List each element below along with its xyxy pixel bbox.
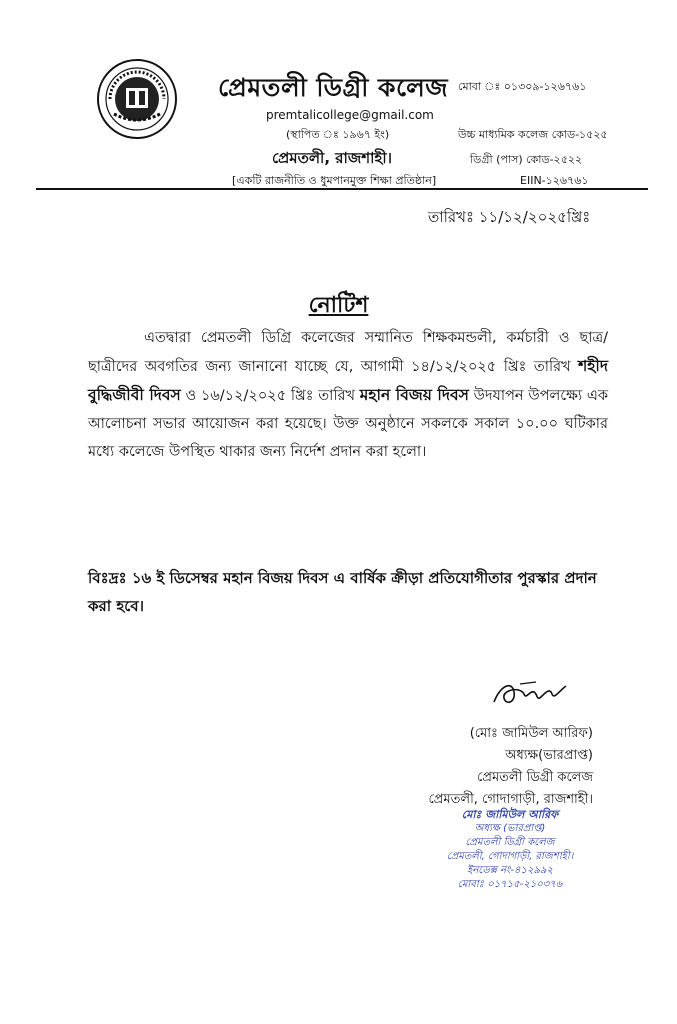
notice-note: বিঃদ্রঃ ১৬ ই ডিসেম্বর মহান বিজয় দিবস এ বার্ষিক ক্রীড়া প্রতিযোগীতার পুরস্কার প্রদান করা হবে। bbox=[88, 569, 597, 615]
notice-body-text-2: ও ১৬/১২/২০২৫ খ্রিঃ তারিখ bbox=[180, 388, 360, 404]
signatory-address: প্রেমতলী, গোদাগাড়ী, রাজশাহী। bbox=[428, 792, 593, 807]
notice-body-text-3: উদযাপন উপলক্ষ্যে এক আলোচনা সভার আয়োজন করা হয়েছে। উক্ত অনুষ্ঠানে সকলকে সকাল ১০.০০ ঘটিকার মধ্যে কলেজে উপস্থিত থাকার জন্য নির্দেশ প্রদান করা হলো। bbox=[88, 388, 608, 460]
college-mobile: মোবা ঃ ০১৩০৯-১২৬৭৬১ bbox=[458, 80, 587, 93]
stamp-name: মোঃ জামিউল আরিফ bbox=[461, 808, 559, 821]
signatory-designation: অধ্যক্ষ(ভারপ্রাপ্ত) bbox=[505, 748, 593, 763]
notice-body-text-1: এতদ্বারা প্রেমতলী ডিগ্রি কলেজের সম্মানিত শিক্ষকমন্ডলী, কর্মচারী ও ছাত্র/ছাত্রীদের অবগতির জন্য জানানো যাচ্ছে যে, আগামী ১৪/১২/২০২৫ খ্রিঃ তারিখ bbox=[88, 330, 608, 375]
notice-body bbox=[88, 324, 608, 466]
college-name: প্রেমতলী ডিগ্রী কলেজ bbox=[218, 73, 449, 102]
college-address: প্রেমতলী, রাজশাহী। bbox=[272, 149, 393, 167]
eiin-number: EIIN-১২৬৭৬১ bbox=[520, 174, 589, 187]
stamp-college: প্রেমতলী ডিগ্রী কলেজ bbox=[465, 837, 555, 848]
college-tagline: [একটি রাজনীতি ও ধুমপানমুক্ত শিক্ষা প্রতিষ্ঠান] bbox=[232, 174, 437, 187]
stamp-designation: অধ্যক্ষ (ভারপ্রাপ্ত) bbox=[474, 823, 546, 834]
college-logo bbox=[96, 58, 178, 140]
stamp-index: ইনডেক্স নং-৪১২৯৯২ bbox=[467, 865, 553, 876]
header-divider bbox=[36, 188, 648, 190]
signatory-college: প্রেমতলী ডিগ্রী কলেজ bbox=[476, 770, 593, 785]
notice-date: তারিখঃ ১১/১২/২০২৫খ্রিঃ bbox=[428, 208, 591, 226]
signatory-name: (মোঃ জামিউল আরিফ) bbox=[469, 726, 593, 741]
signature bbox=[490, 676, 570, 712]
notice-body-highlight-1: শহীদ বুদ্ধিজীবী দিবস bbox=[88, 357, 608, 404]
established-year: (স্থাপিত ঃ ১৯৬৭ ইং) bbox=[286, 128, 390, 141]
hsc-college-code: উচ্চ মাধ্যমিক কলেজ কোড-১৫২৫ bbox=[458, 128, 608, 141]
stamp-mobile: মোবাঃ ০১৭১৫-২১০৩৭৬ bbox=[457, 879, 563, 890]
official-stamp bbox=[430, 808, 590, 892]
college-email: premtalicollege@gmail.com bbox=[266, 108, 434, 122]
degree-code: ডিগ্রী (পাস) কোড-২৫২২ bbox=[470, 153, 583, 166]
notice-body-highlight-2: মহান বিজয় দিবস bbox=[359, 386, 469, 404]
notice-title: নোটিশ bbox=[308, 293, 369, 318]
stamp-address: প্রেমতলী, গোদাগাড়ী, রাজশাহী। bbox=[446, 851, 574, 862]
